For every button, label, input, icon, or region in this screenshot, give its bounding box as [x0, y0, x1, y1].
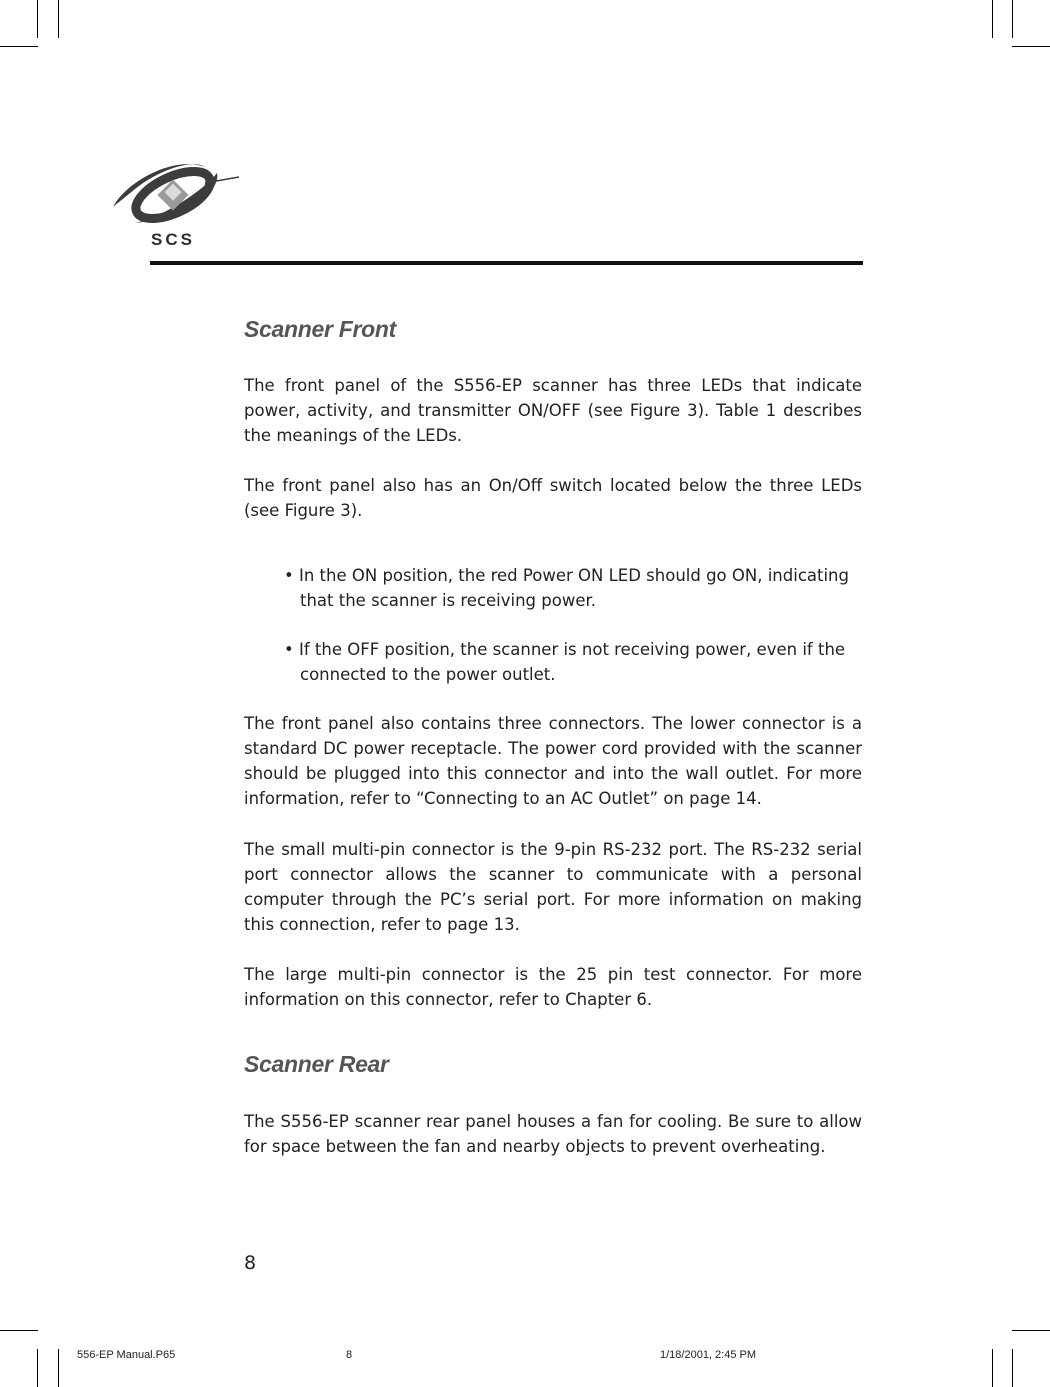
footer-timestamp: 1/18/2001, 2:45 PM — [660, 1349, 757, 1361]
crop-mark — [58, 0, 59, 38]
crop-mark — [992, 1349, 993, 1387]
paragraph: The small multi-pin connector is the 9-pin RS-232 port. The RS-232 serial port connector allows the scanner to communicate with a personal computer through the PC’s serial port. For more information on making this connection, refer to page 13. — [244, 840, 862, 934]
paragraph: The S556-EP scanner rear panel houses a fan for cooling. Be sure to allow for space between the fan and nearby objects to prevent overheating. — [244, 1112, 862, 1156]
crop-mark — [1012, 46, 1050, 47]
crop-mark — [37, 1349, 38, 1387]
paragraph: The large multi-pin connector is the 25 pin test connector. For more information on this connector, refer to Chapter 6. — [244, 965, 862, 1009]
crop-mark — [0, 1330, 38, 1331]
crop-mark — [58, 1349, 59, 1387]
paragraph: The front panel also has an On/Off switch located below the three LEDs (see Figure 3). — [244, 476, 862, 520]
footer-page: 8 — [346, 1349, 353, 1361]
bullet-item: • In the ON position, the red Power ON LED should go ON, indicating that the scanner is receiving power. — [284, 566, 849, 610]
crop-mark — [37, 0, 38, 38]
crop-mark — [1012, 1349, 1013, 1387]
scs-logo — [105, 155, 245, 250]
footer-filename: 556-EP Manual.P65 — [77, 1349, 176, 1361]
heading-scanner-rear: Scanner Rear — [244, 1051, 389, 1077]
paragraph: The front panel of the S556-EP scanner has three LEDs that indicate power, activity, and transmitter ON/OFF (see Figure 3). Table 1 describes the meanings of the LEDs. — [244, 376, 862, 445]
crop-mark — [1012, 1330, 1050, 1331]
crop-mark — [1012, 0, 1013, 38]
bullet-item: • If the OFF position, the scanner is not receiving power, even if the connected to the power outlet. — [284, 640, 846, 684]
crop-mark — [992, 0, 993, 38]
paragraph: The front panel also contains three connectors. The lower connector is a standard DC power receptacle. The power cord provided with the scanner should be plugged into this connector and into the wall outlet. For more information, refer to “Connecting to an AC Outlet” on page 14. — [244, 714, 862, 808]
heading-scanner-front: Scanner Front — [244, 316, 397, 342]
header-rule — [150, 261, 863, 265]
crop-mark — [0, 46, 38, 47]
page-number: 8 — [244, 1252, 257, 1274]
logo-text: SCS — [151, 230, 195, 249]
